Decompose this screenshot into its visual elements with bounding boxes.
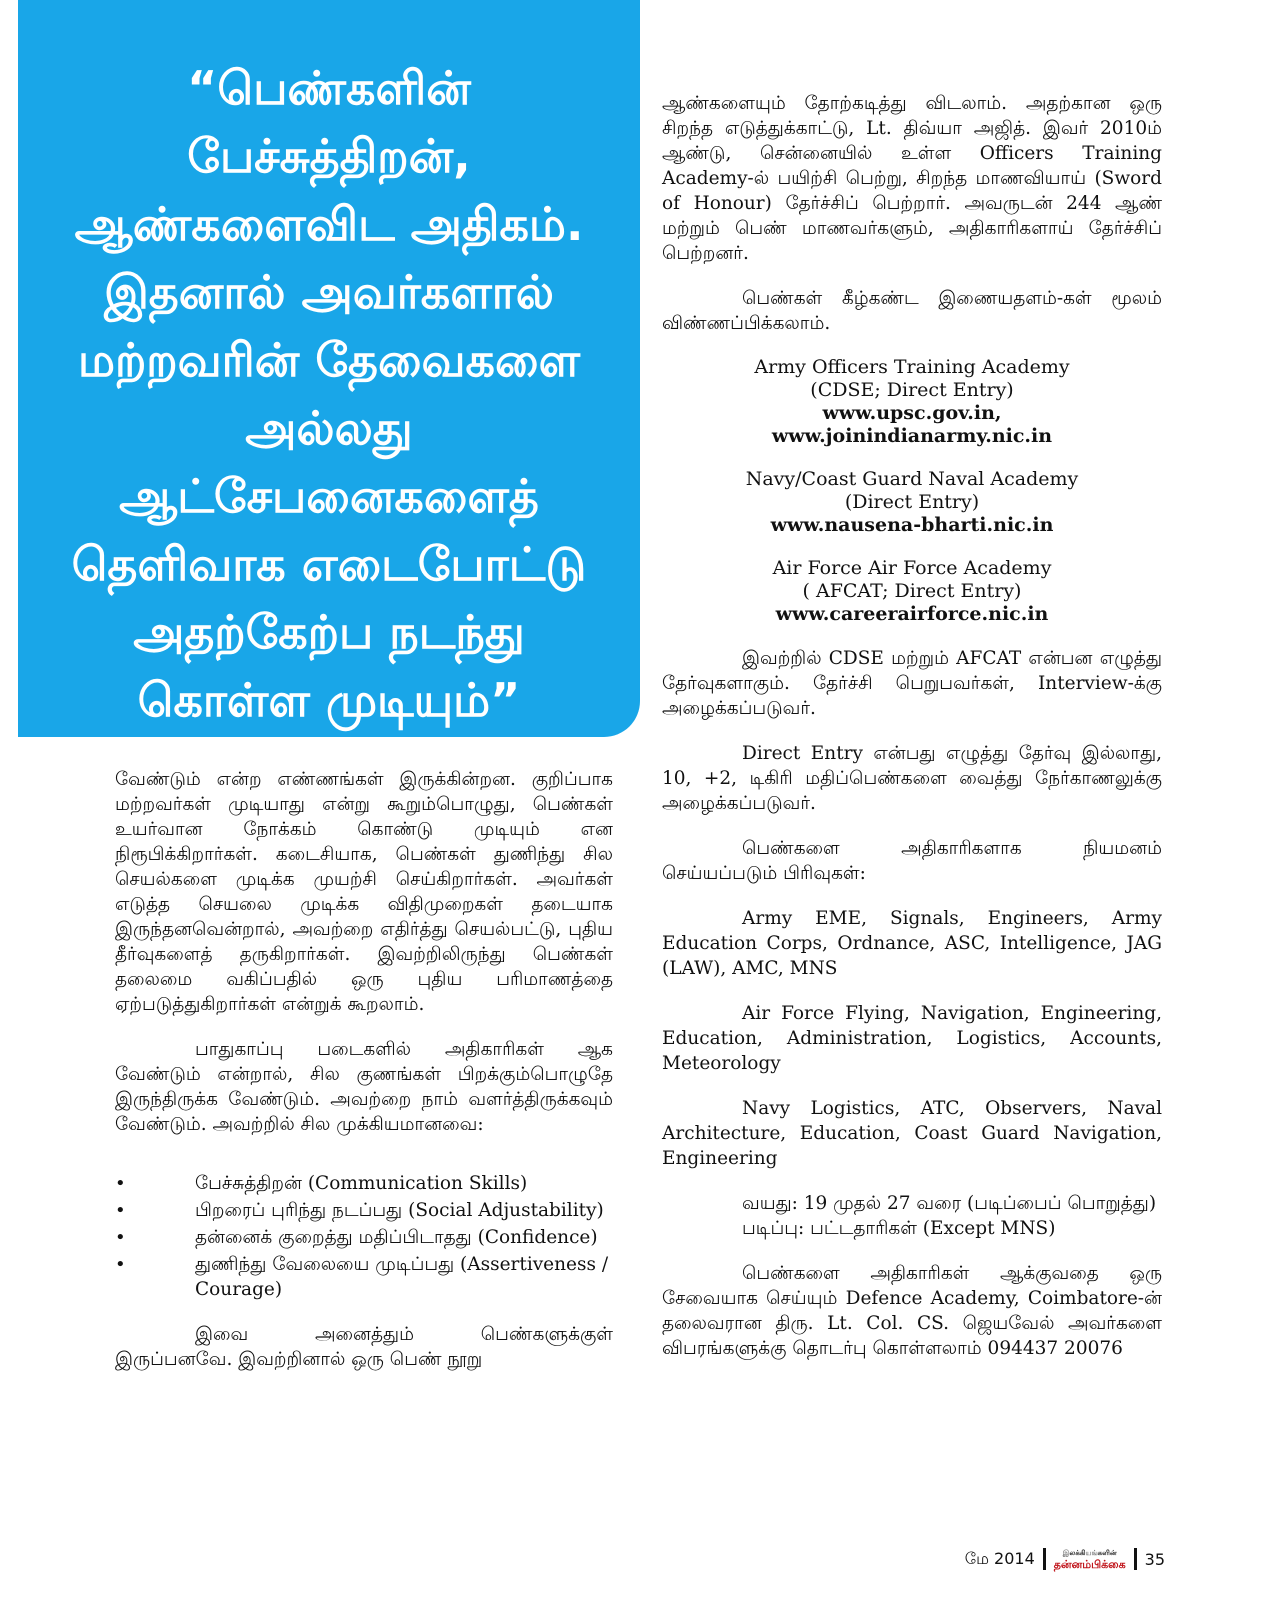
divider <box>1134 1548 1137 1570</box>
paragraph: பெண்களை அதிகாரிகள் ஆக்குவதை ஒரு சேவையாக செய்யும் Defence Academy, Coimbatore-ன் தலைவரான திரு. Lt. Col. CS. ஜெயவேல் அவர்களை விபரங்களுக்கு தொடர்பு கொள்ளலாம் 094437 20076 <box>662 1263 1162 1359</box>
right-column <box>662 91 1162 1361</box>
pull-quote <box>18 54 640 734</box>
academy-entry: (Direct Entry) <box>844 491 980 513</box>
paragraph: வயது: 19 முதல் 27 வரை (படிப்பைப் பொறுத்து) <box>742 1193 1157 1214</box>
academy-entry: ( AFCAT; Direct Entry) <box>802 580 1022 602</box>
academy-url[interactable]: www.upsc.gov.in, <box>822 402 1002 424</box>
paragraph: Army EME, Signals, Engineers, Army Education Corps, Ordnance, ASC, Intelligence, JAG (LAW), AMC, MNS <box>662 908 1162 979</box>
academy-name: Air Force Air Force Academy <box>772 557 1052 579</box>
list-item-text: பேச்சுத்திறன் (Communication Skills) <box>195 1173 528 1194</box>
pull-quote-line: அல்லது <box>245 401 413 455</box>
bullet-icon: • <box>115 1173 126 1194</box>
list-item-text: பிறரைப் புரிந்து நடப்பது (Social Adjustability) <box>195 1200 604 1221</box>
paragraph: Air Force Flying, Navigation, Engineering, Education, Administration, Logistics, Accounts, Meteorology <box>662 1003 1162 1074</box>
left-column <box>115 767 613 1372</box>
issue-date: மே 2014 <box>964 1548 1035 1568</box>
paragraph: பெண்களை அதிகாரிகளாக நியமனம் செய்யப்படும் பிரிவுகள்: <box>662 838 1162 884</box>
pull-quote-line: கொள்ள முடியும்” <box>137 673 521 727</box>
paragraph: ஆண்களையும் தோற்கடித்து விடலாம். அதற்கான ஒரு சிறந்த எடுத்துக்காட்டு, Lt. திவ்யா அஜித். இவர் 2010ம் ஆண்டு, சென்னையில் உள்ள Officers Training Academy-ல் பயிற்சி பெற்று, சிறந்த மாணவியாய் (Sword of Honour) தேர்ச்சிப் பெற்றார். அவருடன் 244 ஆண் மற்றும் பெண் மாணவர்களும், அதிகாரிகளாய் தேர்ச்சிப் பெற்றனர். <box>662 93 1162 264</box>
pull-quote-line: அதற்கேற்ப நடந்து <box>133 605 525 659</box>
page-number: 35 <box>1144 1549 1165 1569</box>
list-item-text: தன்னைக் குறைத்து மதிப்பிடாதது (Confidence) <box>195 1227 598 1248</box>
bullet-icon: • <box>115 1254 126 1275</box>
list-item <box>115 1225 613 1250</box>
pull-quote-line: தெளிவாக எடைபோட்டு <box>71 537 587 591</box>
paragraph: Navy Logistics, ATC, Observers, Naval Architecture, Education, Coast Guard Navigation, Engineering <box>662 1098 1162 1169</box>
academy-name: Army Officers Training Academy <box>754 356 1070 378</box>
bullet-icon: • <box>115 1200 126 1221</box>
paragraph: இவை அனைத்தும் பெண்களுக்குள் இருப்பனவே. இவற்றினால் ஒரு பெண் நூறு <box>115 1324 613 1370</box>
paragraph: பாதுகாப்பு படைகளில் அதிகாரிகள் ஆக வேண்டும் என்றால், சில குணங்கள் பிறக்கும்பொழுதே இருந்திருக்க வேண்டும். அவற்றை நாம் வளர்த்திருக்கவும் வேண்டும். அவற்றில் சில முக்கியமானவை: <box>115 1039 613 1135</box>
paragraph: படிப்பு: பட்டதாரிகள் (Except MNS) <box>742 1218 1056 1239</box>
paragraph: பெண்கள் கீழ்கண்ட இணையதளம்-கள் மூலம் விண்ணப்பிக்கலாம். <box>662 288 1162 334</box>
qualities-list <box>115 1171 613 1302</box>
pull-quote-line: “பெண்களின் <box>187 61 471 115</box>
pull-quote-line: இதனால் அவர்களால் <box>104 265 554 319</box>
academy-block-navy <box>662 468 1162 537</box>
paragraph: Direct Entry என்பது எழுத்து தேர்வு இல்லாது, 10, +2, டிகிரி மதிப்பெண்களை வைத்து நேர்காணலுக்கு அழைக்கப்படுவர். <box>662 743 1162 814</box>
academy-url[interactable]: www.careerairforce.nic.in <box>775 603 1049 625</box>
pull-quote-line: ஆட்சேபனைகளைத் <box>119 469 539 523</box>
academy-url[interactable]: www.nausena-bharti.nic.in <box>770 514 1054 536</box>
page-footer <box>965 1548 1165 1570</box>
academy-entry: (CDSE; Direct Entry) <box>810 379 1014 401</box>
logo-tagline: இலக்கியங்களின் <box>1062 1549 1117 1557</box>
list-item <box>115 1252 613 1302</box>
list-item-text: துணிந்து வேலையை முடிப்பது (Assertiveness / Courage) <box>195 1254 609 1300</box>
paragraph: வேண்டும் என்ற எண்ணங்கள் இருக்கின்றன. குறிப்பாக மற்றவர்கள் முடியாது என்று கூறும்பொழுது, பெண்கள் உயர்வான நோக்கம் கொண்டு முடியும் என நிரூபிக்கிறார்கள். கடைசியாக, பெண்கள் துணிந்து சில செயல்களை முடிக்க முயற்சி செய்கிறார்கள். அவர்கள் எடுத்த செயலை முடிக்க விதிமுறைகள் தடையாக இருந்தனவென்றால், அவற்றை எதிர்த்து செயல்பட்டு, புதிய தீர்வுகளைத் தருகிறார்கள். இவற்றிலிருந்து பெண்கள் தலைமை வகிப்பதில் ஒரு புதிய பரிமாணத்தை ஏற்படுத்துகிறார்கள் என்றுக் கூறலாம். <box>115 769 613 1015</box>
list-item <box>115 1198 613 1223</box>
magazine-logo <box>1054 1548 1126 1570</box>
academy-name: Navy/Coast Guard Naval Academy <box>745 468 1079 490</box>
pull-quote-line: ஆண்களைவிட அதிகம். <box>74 197 584 251</box>
pull-quote-line: பேச்சுத்திறன், <box>187 129 471 183</box>
logo-name: தன்னம்பிக்கை <box>1053 1558 1126 1571</box>
academy-block-air-force <box>662 557 1162 626</box>
bullet-icon: • <box>115 1227 126 1248</box>
divider <box>1043 1548 1046 1570</box>
academy-url[interactable]: www.joinindianarmy.nic.in <box>771 425 1053 447</box>
pull-quote-line: மற்றவரின் தேவைகளை <box>77 333 581 387</box>
paragraph: இவற்றில் CDSE மற்றும் AFCAT என்பன எழுத்து தேர்வுகளாகும். தேர்ச்சி பெறுபவர்கள், Interview-க்கு அழைக்கப்படுவர். <box>662 648 1162 719</box>
academy-block-army <box>662 356 1162 448</box>
list-item <box>115 1171 613 1196</box>
